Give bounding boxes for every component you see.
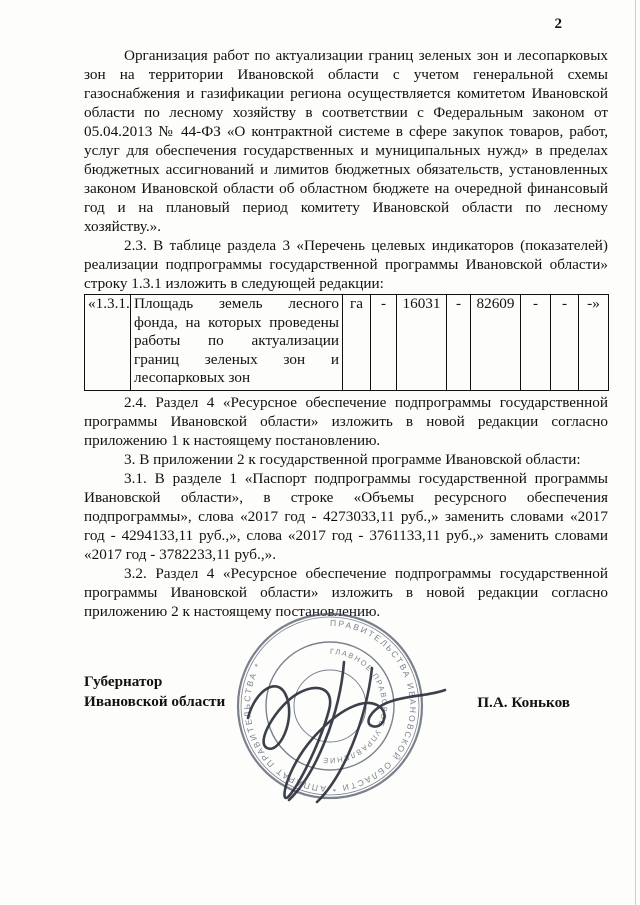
signatory-title: [84, 672, 225, 712]
signatory-title-line2: Ивановской области: [84, 693, 226, 710]
cell-value-4: 82609: [471, 295, 521, 391]
cell-value-7: -»: [579, 295, 609, 391]
paragraph-intro: Организация работ по актуализации границ зеленых зон и лесопарковых зон на территории Ивановской области с учетом генеральной схемы газоснабжения и газификации региона осуществляется комитетом Ивановской области по лесному хозяйству в соответствии с Федеральным законом от 05.04.2013 № 44-ФЗ «О контрактной системе в сфере закупок товаров, работ, услуг для обеспечения государственных и муниципальных нужд» в пределах бюджетных ассигнований и лимитов бюджетных обязательств, установленных законом Ивановской области об областном бюджете на очередной финансовый год и на плановый период комитету Ивановской области по лесному хозяйству.».: [84, 47, 608, 235]
stamp-ring-inner-text: ГЛАВНОЕ ПРАВОВОЕ УПРАВЛЕНИЕ: [321, 646, 390, 766]
table-row-1-3-1: [85, 295, 609, 391]
paragraph-2-4: 2.4. Раздел 4 «Ресурсное обеспечение подпрограммы государственной программы Ивановской области» изложить в новой редакции согласно приложению 1 к настоящему постановлению.: [84, 393, 608, 449]
cell-value-2: 16031: [397, 295, 447, 391]
scan-edge-line: [635, 0, 636, 905]
cell-value-1: -: [371, 295, 397, 391]
page-number: 2: [554, 16, 562, 32]
paragraph-3-1: 3.1. В разделе 1 «Паспорт подпрограммы государственной программы Ивановской области», в строке «Объемы ресурсного обеспечения подпрограммы», слова «2017 год - 4273033,11 руб.,» заменить словами «2017 год - 4294133,11 руб.,», слова «2017 год - 3761133,11 руб.,» заменить словами «2017 год - 3782233,11 руб.,».: [84, 469, 608, 563]
signatory-title-line1: Губернатор: [84, 673, 163, 690]
cell-value-3: -: [447, 295, 471, 391]
paragraph-3-2: 3.2. Раздел 4 «Ресурсное обеспечение подпрограммы государственной программы Ивановской области» изложить в новой редакции согласно приложению 2 к настоящему постановлению.: [84, 564, 608, 620]
cell-row-number: «1.3.1.: [85, 295, 131, 391]
amendment-table: [84, 294, 609, 391]
cell-unit: га: [343, 295, 371, 391]
signatory-name: П.А. Коньков: [477, 694, 570, 711]
stamp-ring-outer-text: ПРАВИТЕЛЬСТВА ИВАНОВСКОЙ ОБЛАСТИ * АППАРАТ ПРАВИТЕЛЬСТВА *: [241, 617, 419, 795]
paragraph-2-3: 2.3. В таблице раздела 3 «Перечень целевых индикаторов (показателей) реализации подпрограммы государственной программы Ивановской области» строку 1.3.1 изложить в следующей редакции:: [84, 237, 608, 292]
cell-value-6: -: [551, 295, 579, 391]
cell-indicator-name: Площадь земель лесного фонда, на которых проведены работы по актуализации границ зеленых зон и лесопарковых зон: [131, 295, 343, 391]
signature-block: [84, 672, 570, 712]
cell-value-5: -: [521, 295, 551, 391]
paragraph-3: 3. В приложении 2 к государственной программе Ивановской области:: [124, 450, 581, 468]
